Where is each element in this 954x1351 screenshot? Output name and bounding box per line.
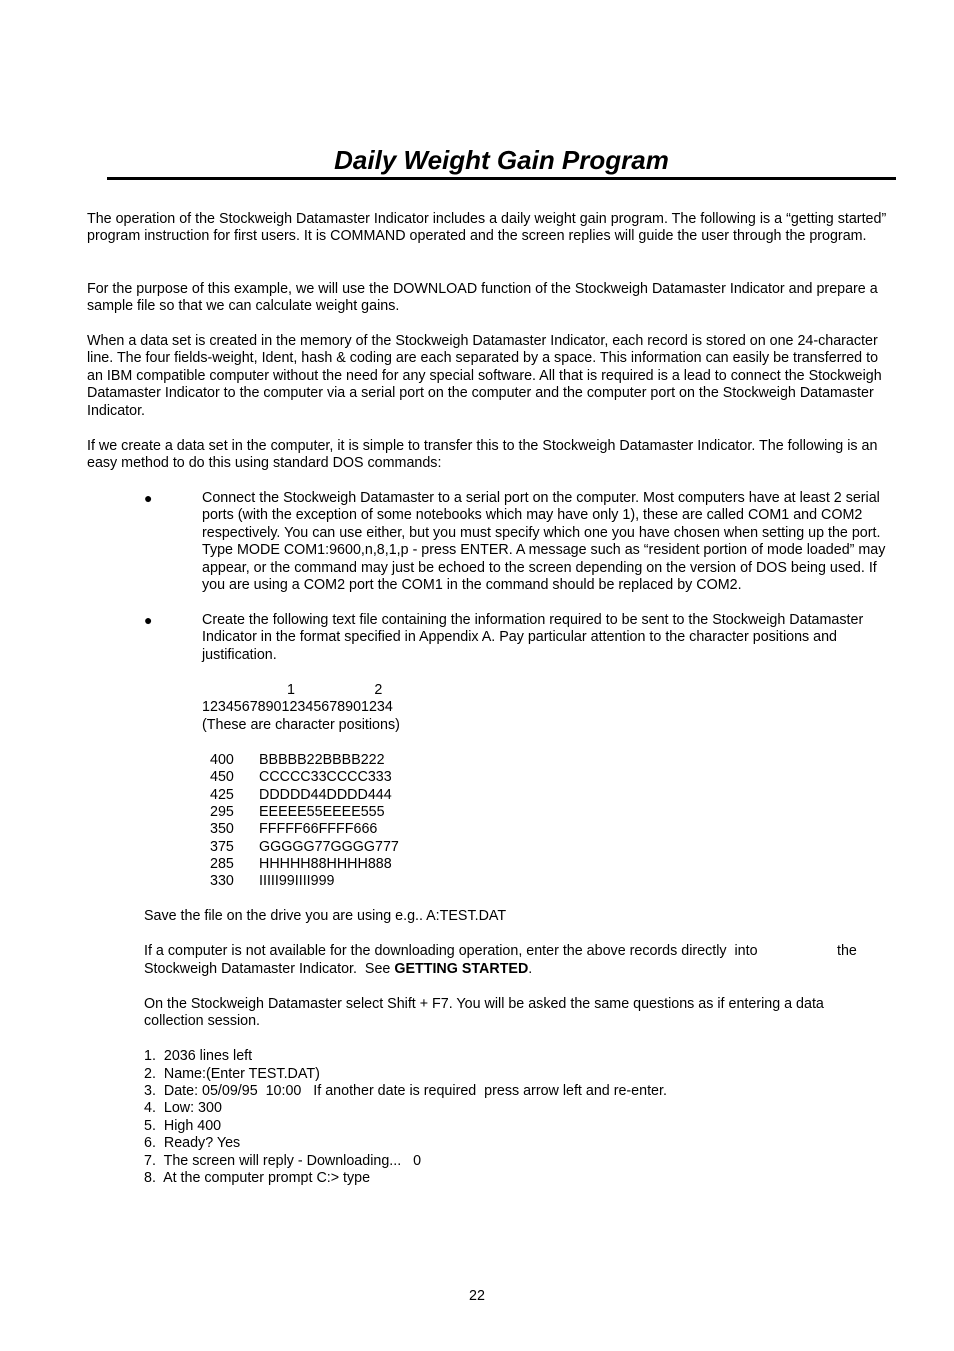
bullet-icon: ● (144, 490, 153, 506)
record-ident: IIIII99IIII999 (259, 873, 335, 889)
record-ident: DDDDD44DDDD444 (259, 787, 392, 803)
list-item: 1. 2036 lines left (144, 1048, 253, 1064)
ruler-digits: 123456789012345678901234 (202, 699, 393, 715)
list-item: 3. Date: 05/09/95 10:00 If another date is required press arrow left and re-enter. (144, 1083, 667, 1099)
record-ident: CCCCC33CCCC333 (259, 769, 392, 785)
list-item: 4. Low: 300 (144, 1100, 222, 1116)
save-note: Save the file on the drive you are using e.g.. A:TEST.DAT (144, 908, 507, 924)
dos-paragraph: If we create a data set in the computer, it is simple to transfer this to the Stockweigh Datamaster Indicator. The following is an easy method to do this using standard DOS commands: (87, 438, 878, 472)
shift-f7-paragraph: On the Stockweigh Datamaster select Shift + F7. You will be asked the same questions as if entering a data collection session. (144, 996, 824, 1030)
bullet-text-connect: Connect the Stockweigh Datamaster to a serial port on the computer. Most computers have at least 2 serial ports (with the exception of some notebooks which may have only 1), these are called COM1 and COM2 respectively. You can use either, but you must specify which one you have chosen when setting up the port. Type MODE COM1:9600,n,8,1,p - press ENTER. A message such as “resident portion of mode loaded” may appear, or the command may just be echoed to the screen depending on the version of DOS being used. If you are using a COM2 port the COM1 in the command should be replaced by COM2. (202, 490, 886, 594)
direct-entry-line2 (144, 961, 532, 978)
record-weight: 375 (210, 839, 234, 855)
record-weight: 400 (210, 752, 234, 768)
direct-entry-line1-end: the (837, 943, 857, 959)
list-item: 2. Name:(Enter TEST.DAT) (144, 1066, 320, 1082)
record-weight: 450 (210, 769, 234, 785)
direct-entry-period: . (528, 961, 533, 977)
record-weight: 350 (210, 821, 234, 837)
getting-started-reference: GETTING STARTED (394, 961, 529, 977)
record-ident: FFFFF66FFFF666 (259, 821, 378, 837)
list-item: 6. Ready? Yes (144, 1135, 241, 1151)
list-item: 8. At the computer prompt C:> type (144, 1170, 371, 1186)
ruler-tens: 1 2 (287, 682, 383, 698)
record-weight: 295 (210, 804, 234, 820)
page-title: Daily Weight Gain Program (334, 145, 669, 175)
record-weight: 425 (210, 787, 234, 803)
dataset-paragraph: When a data set is created in the memory of the Stockweigh Datamaster Indicator, each record is stored on one 24-character line. The four fields-weight, Ident, hash & coding are each separated by a space. This information can easily be transferred to an IBM compatible computer without the need for any special software. All that is required is a lead to connect the Stockweigh Datamaster Indicator to the computer via a serial port on the computer and the computer port on the Stockweigh Datamaster Indicator. (87, 333, 882, 419)
direct-entry-text: Stockweigh Datamaster Indicator. See (144, 961, 395, 977)
direct-entry-line1: If a computer is not available for the downloading operation, enter the above records directly into (144, 943, 758, 959)
intro-paragraph: The operation of the Stockweigh Datamaster Indicator includes a daily weight gain program. The following is a “getting started” program instruction for first users. It is COMMAND operated and the screen replies will guide the user through the program. (87, 211, 887, 245)
bullet-icon: ● (144, 612, 153, 628)
record-weight: 330 (210, 873, 234, 889)
bullet-text-create: Create the following text file containing the information required to be sent to the Stockweigh Datamaster Indicator in the format specified in Appendix A. Pay particular attention to the character positions and justification. (202, 612, 864, 663)
list-item: 7. The screen will reply - Downloading... 0 (144, 1153, 422, 1169)
record-ident: GGGGG77GGGG777 (259, 839, 399, 855)
page-number: 22 (469, 1288, 485, 1304)
ruler-note: (These are character positions) (202, 717, 400, 733)
record-ident: HHHHH88HHHH888 (259, 856, 392, 872)
record-ident: BBBBB22BBBB222 (259, 752, 385, 768)
purpose-paragraph: For the purpose of this example, we will use the DOWNLOAD function of the Stockweigh Datamaster Indicator and prepare a sample file so that we can calculate weight gains. (87, 281, 878, 315)
list-item: 5. High 400 (144, 1118, 222, 1134)
title-underline (107, 177, 896, 180)
record-weight: 285 (210, 856, 234, 872)
record-ident: EEEEE55EEEE555 (259, 804, 385, 820)
